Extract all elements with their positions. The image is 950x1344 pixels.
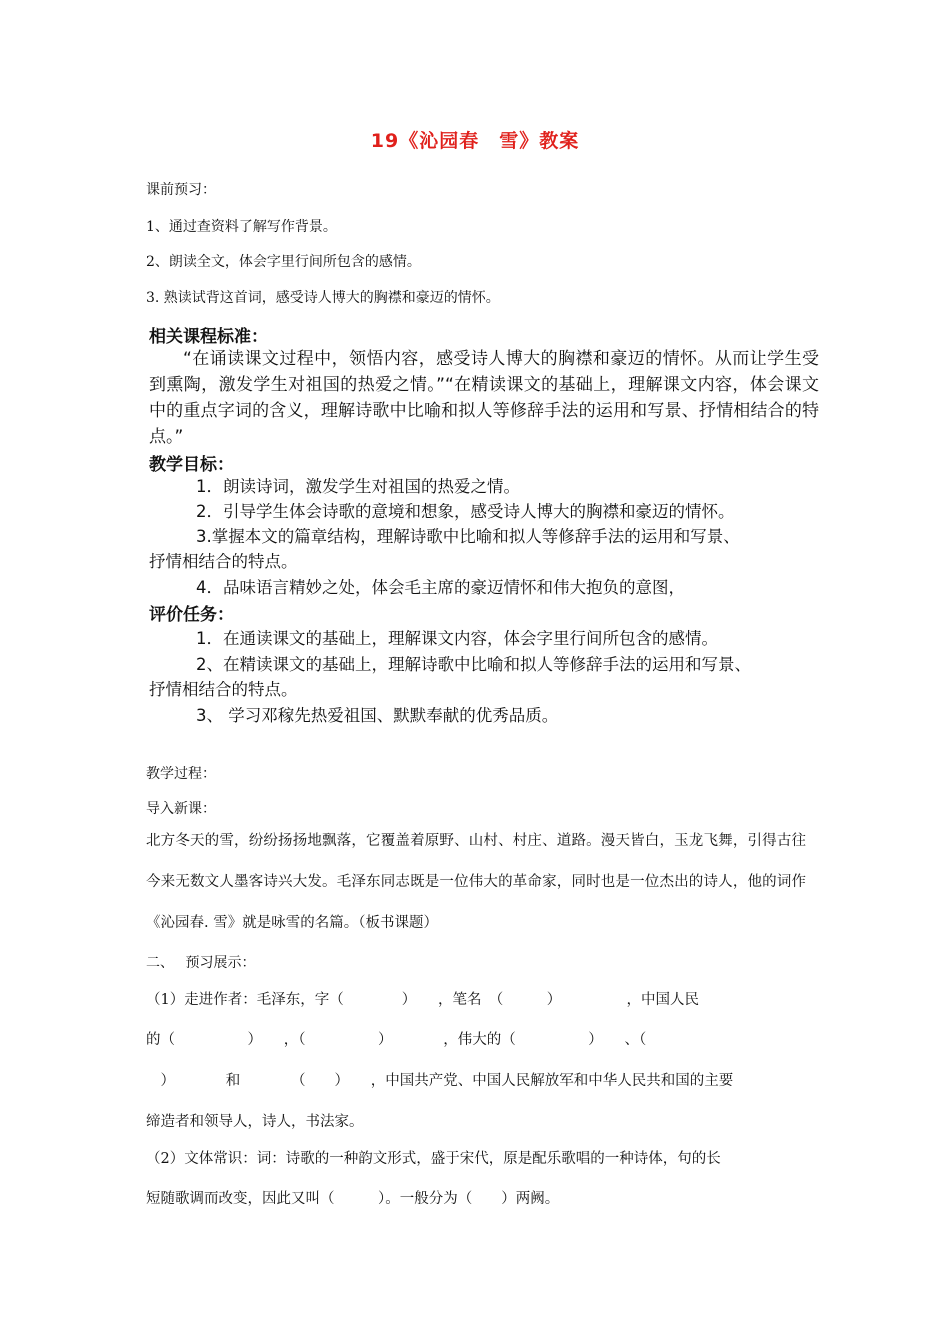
process-heading: 教学过程： xyxy=(146,766,216,782)
author-line: 缔造者和领导人，诗人，书法家。 xyxy=(146,1114,364,1130)
author-line: ） 和 （ ） ，中国共产党、中国人民解放军和中华人民共和国的主要 xyxy=(146,1073,734,1089)
intro-text: 北方冬天的雪，纷纷扬扬地飘落，它覆盖着原野、山村、村庄、道路。漫天皆白，玉龙飞舞，引得古往今来无数文人墨客诗兴大发。毛泽东同志既是一位伟大的革命家，同时也是一位杰出的诗人，他的词作《沁园春. 雪》就是咏雪的名篇。（板书课题） xyxy=(146,833,806,931)
evaluation-heading: 评价任务： xyxy=(149,605,234,625)
goals-heading: 教学目标： xyxy=(149,455,234,475)
intro-heading: 导入新课： xyxy=(146,801,216,817)
genre-line: （2）文体常识：词：诗歌的一种韵文形式，盛于宋代，原是配乐歌唱的一种诗体，句的长 xyxy=(146,1151,721,1167)
author-line: （1）走进作者：毛泽东，字（ ） ，笔名 （ ） ，中国人民 xyxy=(146,992,699,1008)
evaluation-item: 2、在精读课文的基础上，理解诗歌中比喻和拟人等修辞手法的运用和写景、 xyxy=(196,655,751,674)
goal-item: 3.掌握本文的篇章结构，理解诗歌中比喻和拟人等修辞手法的运用和写景、 xyxy=(196,527,740,546)
evaluation-item: 1．在通读课文的基础上，理解课文内容，体会字里行间所包含的感情。 xyxy=(196,629,718,648)
standards-heading: 相关课程标准： xyxy=(149,327,268,347)
preview-item: 3. 熟读试背这首词，感受诗人博大的胸襟和豪迈的情怀。 xyxy=(146,290,500,306)
author-line: 的（ ） ，（ ） ，伟大的（ ） 、（ xyxy=(146,1032,647,1048)
goal-item: 抒情相结合的特点。 xyxy=(149,552,298,571)
goal-item: 4．品味语言精妙之处，体会毛主席的豪迈情怀和伟大抱负的意图， xyxy=(196,578,685,597)
document-title: 19《沁园春 雪》教案 xyxy=(370,130,580,152)
goal-item: 1．朗读诗词，激发学生对祖国的热爱之情。 xyxy=(196,477,520,496)
standards-text: “在诵读课文过程中，领悟内容，感受诗人博大的胸襟和豪迈的情怀。从而让学生受到熏陶，激发学生对祖国的热爱之情。”“在精读课文的基础上，理解课文内容，体会课文中的重点字词的含义，理解诗歌中比喻和拟人等修辞手法的运用和写景、抒情相结合的特点。” xyxy=(149,349,819,447)
preview-heading: 课前预习： xyxy=(146,182,216,198)
preview-item: 1、通过查资料了解写作背景。 xyxy=(146,219,337,235)
evaluation-item: 3、 学习邓稼先热爱祖国、默默奉献的优秀品质。 xyxy=(196,706,559,725)
preview-item: 2、朗读全文，体会字里行间所包含的感情。 xyxy=(146,254,421,270)
genre-line: 短随歌调而改变，因此又叫（ ）。一般分为（ ）两阙。 xyxy=(146,1191,560,1207)
section2-heading: 二、 预习展示： xyxy=(146,955,256,971)
evaluation-item: 抒情相结合的特点。 xyxy=(149,680,298,699)
goal-item: 2．引导学生体会诗歌的意境和想象，感受诗人博大的胸襟和豪迈的情怀。 xyxy=(196,502,735,521)
